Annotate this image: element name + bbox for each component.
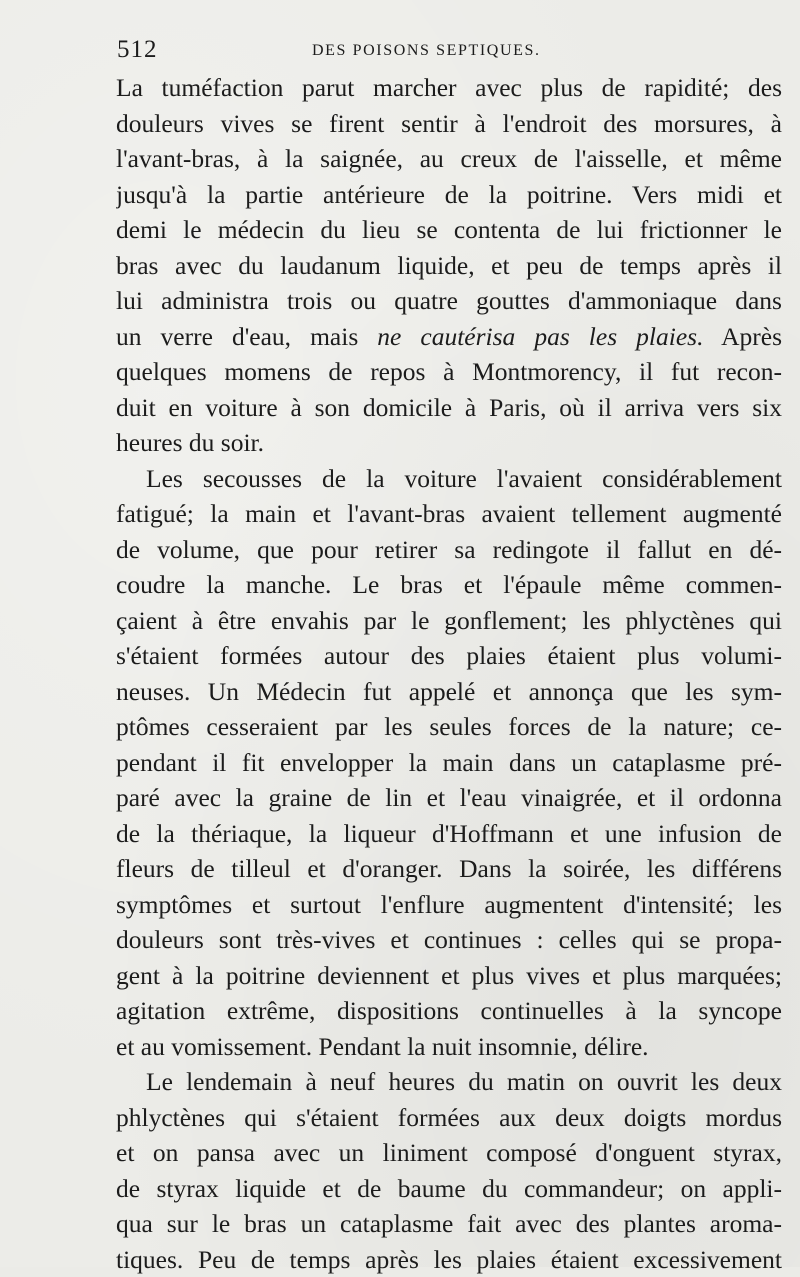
text-line: çaient à être envahis par le gonflement; les phlyctènes qui bbox=[116, 603, 782, 639]
text-line: douleurs sont très-vives et continues : celles qui se propa- bbox=[116, 922, 782, 958]
text-line: pendant il fit envelopper la main dans un cataplasme pré- bbox=[116, 745, 782, 781]
text-line: paré avec la graine de lin et l'eau vinaigrée, et il ordonna bbox=[116, 780, 782, 816]
text-line: heures du soir. bbox=[116, 425, 782, 461]
text-line: gent à la poitrine deviennent et plus vives et plus marquées; bbox=[116, 958, 782, 994]
text-run: un verre d'eau, mais bbox=[116, 322, 377, 351]
text-line: s'étaient formées autour des plaies étaient plus volumi- bbox=[116, 638, 782, 674]
text-line: coudre la manche. Le bras et l'épaule même commen- bbox=[116, 567, 782, 603]
text-line: agitation extrême, dispositions continuelles à la syncope bbox=[116, 993, 782, 1029]
text-line bbox=[116, 319, 782, 355]
text-line: l'avant-bras, à la saignée, au creux de l'aisselle, et même bbox=[116, 141, 782, 177]
text-line: de styrax liquide et de baume du commandeur; on appli- bbox=[116, 1171, 782, 1207]
text-line: et au vomissement. Pendant la nuit insomnie, délire. bbox=[116, 1029, 782, 1065]
text-line: lui administra trois ou quatre gouttes d'ammoniaque dans bbox=[116, 283, 782, 319]
text-line: La tuméfaction parut marcher avec plus de rapidité; des bbox=[116, 70, 782, 106]
text-line: duit en voiture à son domicile à Paris, où il arriva vers six bbox=[116, 390, 782, 426]
text-run: Après bbox=[703, 322, 782, 351]
text-line: tiques. Peu de temps après les plaies étaient excessivement bbox=[116, 1242, 782, 1277]
text-line: douleurs vives se firent sentir à l'endroit des morsures, à bbox=[116, 106, 782, 142]
page-header bbox=[117, 36, 777, 66]
text-line: de la thériaque, la liqueur d'Hoffmann et une infusion de bbox=[116, 816, 782, 852]
running-title: DES POISONS SEPTIQUES. bbox=[312, 42, 541, 60]
paragraph-first-line: Le lendemain à neuf heures du matin on ouvrit les deux bbox=[116, 1064, 782, 1100]
body-text bbox=[116, 70, 782, 1277]
text-line: qua sur le bras un cataplasme fait avec des plantes aroma- bbox=[116, 1206, 782, 1242]
text-line: fatigué; la main et l'avant-bras avaient tellement augmenté bbox=[116, 496, 782, 532]
text-line: quelques momens de repos à Montmorency, il fut recon- bbox=[116, 354, 782, 390]
text-line: et on pansa avec un liniment composé d'onguent styrax, bbox=[116, 1135, 782, 1171]
text-line: jusqu'à la partie antérieure de la poitrine. Vers midi et bbox=[116, 177, 782, 213]
text-line: demi le médecin du lieu se contenta de lui frictionner le bbox=[116, 212, 782, 248]
text-line: fleurs de tilleul et d'oranger. Dans la soirée, les différens bbox=[116, 851, 782, 887]
text-line: phlyctènes qui s'étaient formées aux deux doigts mordus bbox=[116, 1100, 782, 1136]
text-line: ptômes cesseraient par les seules forces de la nature; ce- bbox=[116, 709, 782, 745]
italic-emphasis: ne cautérisa pas les plaies. bbox=[377, 322, 703, 351]
text-line: symptômes et surtout l'enflure augmentent d'intensité; les bbox=[116, 887, 782, 923]
text-line: de volume, que pour retirer sa redingote il fallut en dé- bbox=[116, 532, 782, 568]
paragraph-first-line: Les secousses de la voiture l'avaient considérablement bbox=[116, 461, 782, 497]
page-number: 512 bbox=[117, 36, 158, 64]
text-line: neuses. Un Médecin fut appelé et annonça que les sym- bbox=[116, 674, 782, 710]
text-line: bras avec du laudanum liquide, et peu de temps après il bbox=[116, 248, 782, 284]
